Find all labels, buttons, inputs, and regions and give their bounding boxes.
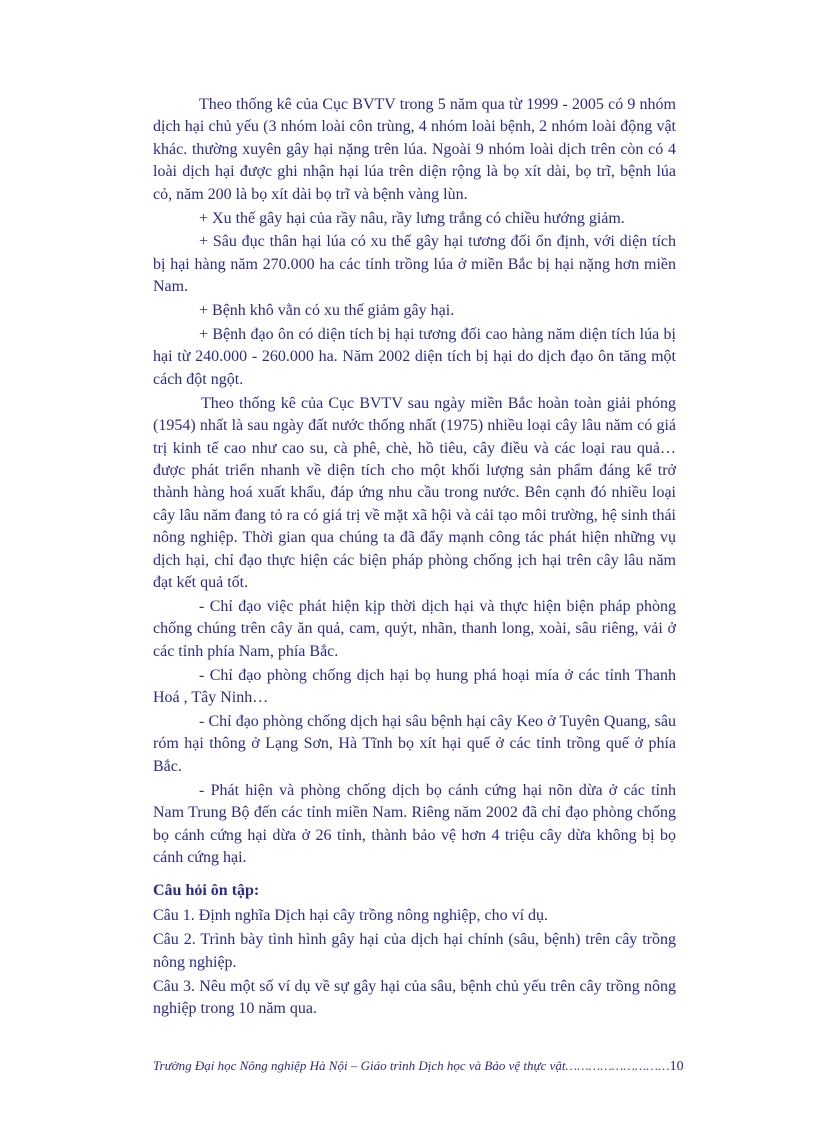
paragraph-brown-planthopper: + Xu thế gây hại của rầy nâu, rầy lưng trắng có chiều hướng giảm. [199, 209, 625, 227]
paragraph-sugarcane: - Chỉ đạo phòng chống dịch hại bọ hung phá hoại mía ở các tỉnh Thanh Hoá , Tây Ninh… [153, 666, 676, 707]
review-question: Câu 3. Nêu một số ví dụ về sự gây hại của sâu, bệnh chủ yếu trên cây trồng nông nghiệp trong 10 năm qua. [153, 977, 676, 1018]
paragraph-fruit-trees: - Chỉ đạo việc phát hiện kịp thời dịch hại và thực hiện biện pháp phòng chống chúng trên cây ăn quả, cam, quýt, nhãn, thanh long, xoài, sâu riêng, vải ở các tỉnh phía Nam, phía Bắc. [153, 597, 676, 660]
paragraph-stem-borer: + Sâu đục thân hại lúa có xu thế gây hại tương đối ổn định, với diện tích bị hại hàng năm 270.000 ha các tỉnh trồng lúa ở miền Bắc bị hại nặng hơn miền Nam. [153, 233, 676, 296]
body-text [153, 94, 676, 871]
paragraph-rice-blast: + Bệnh đạo ôn có diện tích bị hại tương đối cao hàng năm diện tích lúa bị hại từ 240.000 - 260.000 ha. Năm 2002 diện tích bị hại do dịch đạo ôn tăng một cách đột ngột. [153, 326, 676, 388]
paragraph-acacia: - Chỉ đạo phòng chống dịch hại sâu bệnh hại cây Keo ở Tuyên Quang, sâu róm hại thông ở Lạng Sơn, Hà Tĩnh bọ xít hại quế ở các tỉnh trồng quế ở phía Bắc. [153, 712, 676, 775]
review-question: Câu 2. Trình bày tình hình gây hại của dịch hại chính (sâu, bệnh) trên cây trồng nông nghiệp. [153, 931, 676, 971]
review-question: Câu 1. Định nghĩa Dịch hại cây trồng nông nghiệp, cho ví dụ. [153, 907, 549, 925]
paragraph-sheath-blight: + Bệnh khô vằn có xu thế giảm gây hại. [199, 302, 455, 320]
paragraph-coconut-beetle: - Phát hiện và phòng chống dịch bọ cánh cứng hại nõn dừa ở các tỉnh Nam Trung Bộ đến các tỉnh miền Nam. Riêng năm 2002 đã chỉ đạo phòng chống bọ cánh cứng hại dừa ở 26 tỉnh, thành bảo vệ hơn 4 triệu cây dừa không bị bọ cánh cứng hại. [153, 781, 676, 866]
page-footer [153, 1058, 684, 1075]
review-questions [153, 880, 676, 1022]
footer-text: Trường Đại học Nông nghiệp Hà Nội – Giáo trình Dịch học và Bảo vệ thực vật……………………… [153, 1058, 670, 1073]
page-number: 10 [669, 1059, 684, 1074]
paragraph-perennial-crops: Theo thống kê của Cục BVTV sau ngày miền Bắc hoàn toàn giải phóng (1954) nhất là sau ngày đất nước thống nhất (1975) nhiều loại cây lâu năm có giá trị kinh tế cao như cao su, cà phê, chè, hồ tiêu, cây điều và các loại rau quả… được phát triển nhanh về diện tích cho một khối lượng sản phẩm đáng kể trở thành hàng hoá xuất khẩu, đáp ứng nhu cầu trong nước. Bên cạnh đó nhiều loại cây lâu năm đang tỏ ra có giá trị về mặt xã hội và cải tạo môi trường, hệ sinh thái nông nghiệp. Thời gian qua chúng ta đã đẩy mạnh công tác phát hiện những vụ dịch hại, chỉ đạo thực hiện các biện pháp phòng chống ịch hại trên cây lâu năm đạt kết quả tốt. [153, 394, 676, 592]
review-heading: Câu hỏi ôn tập: [153, 882, 260, 899]
paragraph-rice-pest-stats: Theo thống kê của Cục BVTV trong 5 năm qua từ 1999 - 2005 có 9 nhóm dịch hại chủ yếu (3 nhóm loài côn trùng, 4 nhóm loài bệnh, 2 nhóm loài động vật khác. thường xuyên gây hại nặng trên lúa. Ngoài 9 nhóm loài dịch trên còn có 4 loài dịch hại được ghi nhận hại lúa trên diện rộng là bọ xít dài, bọ trĩ, bệnh lúa cỏ, năm 200 là bọ xít dài bọ trĩ và bệnh vàng lùn. [153, 96, 676, 203]
